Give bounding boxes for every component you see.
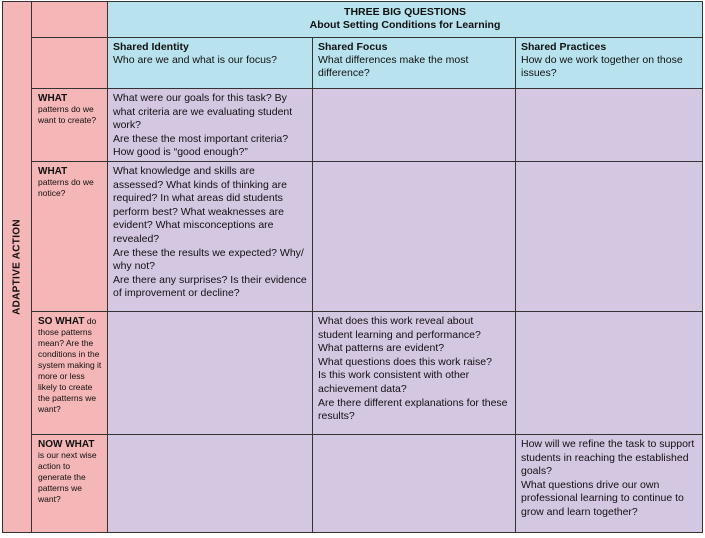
cell-r3-focus bbox=[313, 312, 516, 435]
cell-r1-identity bbox=[108, 89, 313, 162]
cell-text: What questions drive our own professional learning to continue to grow and learn together? bbox=[521, 478, 684, 518]
col-header-practices bbox=[516, 38, 703, 89]
row-header-key: NOW WHAT bbox=[38, 439, 95, 450]
col-header-subtitle: How do we work together on those issues? bbox=[521, 54, 683, 79]
corner-cell bbox=[32, 2, 108, 38]
cell-text: Are there different explanations for these results? bbox=[318, 396, 508, 423]
cell-text: Are these the results we expected? Why/ why not? bbox=[113, 246, 304, 273]
cell-r1-practices bbox=[516, 89, 703, 162]
side-label-cell bbox=[3, 2, 32, 533]
cell-r3-identity bbox=[108, 312, 313, 435]
cell-r2-practices bbox=[516, 162, 703, 312]
col-header-subtitle: What differences make the most difference? bbox=[318, 54, 469, 79]
title-line-2: About Setting Conditions for Learning bbox=[309, 19, 501, 31]
framework-table bbox=[2, 1, 703, 533]
cell-text: What were our goals for this task? By what criteria are we evaluating student work? bbox=[113, 92, 293, 132]
row-header-what-notice bbox=[32, 162, 108, 312]
row-header-what-create bbox=[32, 89, 108, 162]
table-title bbox=[108, 2, 703, 38]
row-header-desc: is our next wise action to generate the patterns we want? bbox=[38, 450, 97, 504]
row-header-desc: patterns do we want to create? bbox=[38, 104, 97, 125]
cell-r3-practices bbox=[516, 312, 703, 435]
cell-text: What does this work reveal about student learning and performance? bbox=[318, 315, 481, 341]
cell-text: Are these the most important criteria? bbox=[113, 132, 289, 145]
col-header-title: Shared Practices bbox=[521, 41, 607, 53]
cell-text: How good is “good enough?” bbox=[113, 146, 248, 159]
cell-r1-focus bbox=[313, 89, 516, 162]
side-label: ADAPTIVE ACTION bbox=[11, 219, 23, 315]
col-header-focus bbox=[313, 38, 516, 89]
row-header-desc: do those patterns mean? Are the conditions in the system making it more or less likely to create the patterns we want? bbox=[38, 316, 102, 414]
row-header-key: SO WHAT bbox=[38, 316, 85, 327]
cell-r2-focus bbox=[313, 162, 516, 312]
cell-text: What patterns are evident? bbox=[318, 342, 445, 355]
cell-text: Is this work consistent with other achievement data? bbox=[318, 369, 470, 395]
cell-text: What knowledge and skills are assessed? What kinds of thinking are required? In what areas did students perform best? What weaknesses are evident? What misconceptions are revealed? bbox=[113, 165, 287, 245]
cell-text: How will we refine the task to support students in reaching the established goals? bbox=[521, 438, 695, 478]
row-header-key: WHAT bbox=[38, 166, 68, 177]
cell-r2-identity bbox=[108, 162, 313, 312]
cell-r4-practices bbox=[516, 435, 703, 533]
row-header-desc: patterns do we notice? bbox=[38, 177, 94, 198]
row-header-now-what bbox=[32, 435, 108, 533]
corner-cell-2 bbox=[32, 38, 108, 89]
cell-text: Are there any surprises? Is their evidence of improvement or decline? bbox=[113, 273, 307, 300]
cell-r4-focus bbox=[313, 435, 516, 533]
cell-r4-identity bbox=[108, 435, 313, 533]
col-header-title: Shared Focus bbox=[318, 41, 388, 53]
cell-text: What questions does this work raise? bbox=[318, 355, 492, 368]
col-header-title: Shared Identity bbox=[113, 41, 189, 53]
title-line-1: THREE BIG QUESTIONS bbox=[344, 6, 466, 18]
col-header-subtitle: Who are we and what is our focus? bbox=[113, 54, 278, 66]
row-header-key: WHAT bbox=[38, 93, 68, 104]
col-header-identity bbox=[108, 38, 313, 89]
row-header-so-what bbox=[32, 312, 108, 435]
